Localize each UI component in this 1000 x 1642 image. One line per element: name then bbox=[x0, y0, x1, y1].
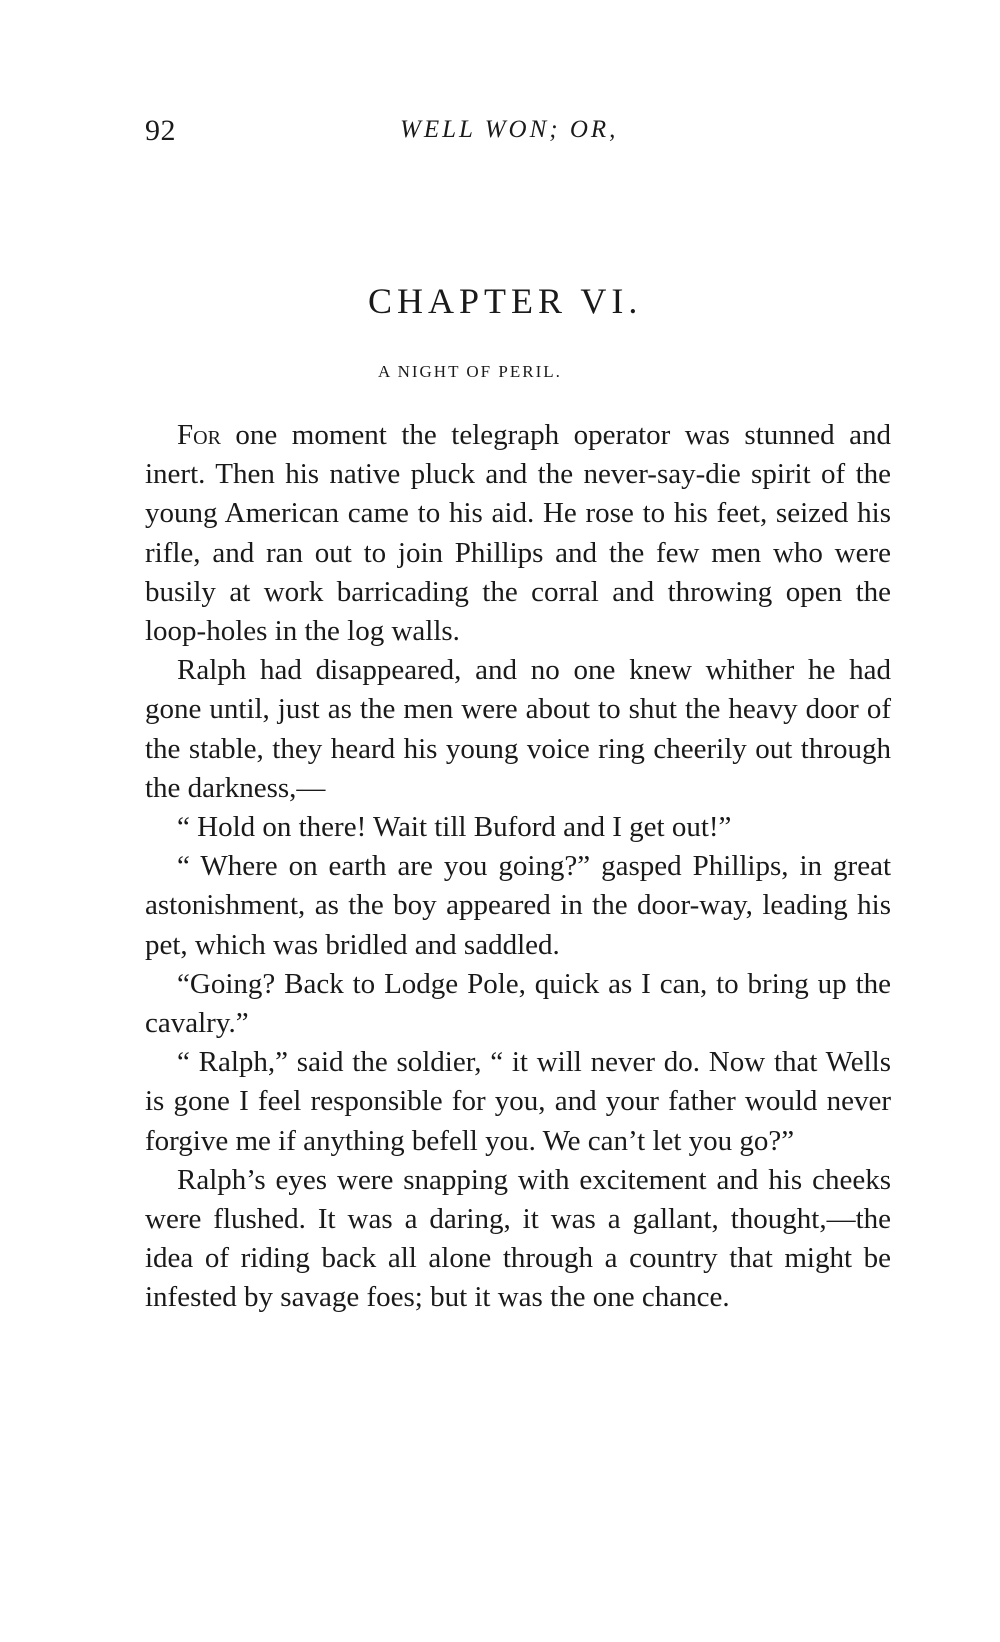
page-number: 92 bbox=[145, 114, 176, 147]
paragraph bbox=[145, 416, 891, 651]
running-title: WELL WON; OR, bbox=[400, 116, 619, 143]
paragraph: “Going? Back to Lodge Pole, quick as I can, to bring up the cavalry.” bbox=[145, 967, 891, 1040]
paragraph-lead-word: For bbox=[177, 419, 221, 451]
body-text bbox=[145, 416, 891, 1318]
paragraph: “ Where on earth are you going?” gasped Phillips, in great astonishment, as the boy appeared in the door-way, leading his pet, which was bridled and saddled. bbox=[145, 850, 891, 961]
paragraph-text: one moment the telegraph operator was stunned and inert. Then his native pluck and the never-say-die spirit of the young American came to his aid. He rose to his feet, seized his rifle, and ran out to join Phillips and the few men who were busily at work barricading the corral and throwing open the loop-holes in the log walls. bbox=[145, 419, 891, 648]
paragraph: Ralph had disappeared, and no one knew whither he had gone until, just as the men were about to shut the heavy door of the stable, they heard his young voice ring cheerily out through the darkness,— bbox=[145, 654, 891, 804]
chapter-heading: CHAPTER VI. bbox=[368, 281, 643, 321]
paragraph: Ralph’s eyes were snapping with excitement and his cheeks were flushed. It was a daring, it was a gallant, thought,—the idea of riding back all alone through a country that might be infested by savage foes; but it was the one chance. bbox=[145, 1163, 891, 1314]
chapter-subtitle: A NIGHT OF PERIL. bbox=[378, 362, 562, 381]
running-head bbox=[145, 114, 905, 154]
paragraph: “ Ralph,” said the soldier, “ it will never do. Now that Wells is gone I feel responsible for you, and your father would never forgive me if anything befell you. We can’t let you go?” bbox=[145, 1046, 891, 1157]
paragraph: “ Hold on there! Wait till Buford and I get out!” bbox=[177, 811, 732, 844]
